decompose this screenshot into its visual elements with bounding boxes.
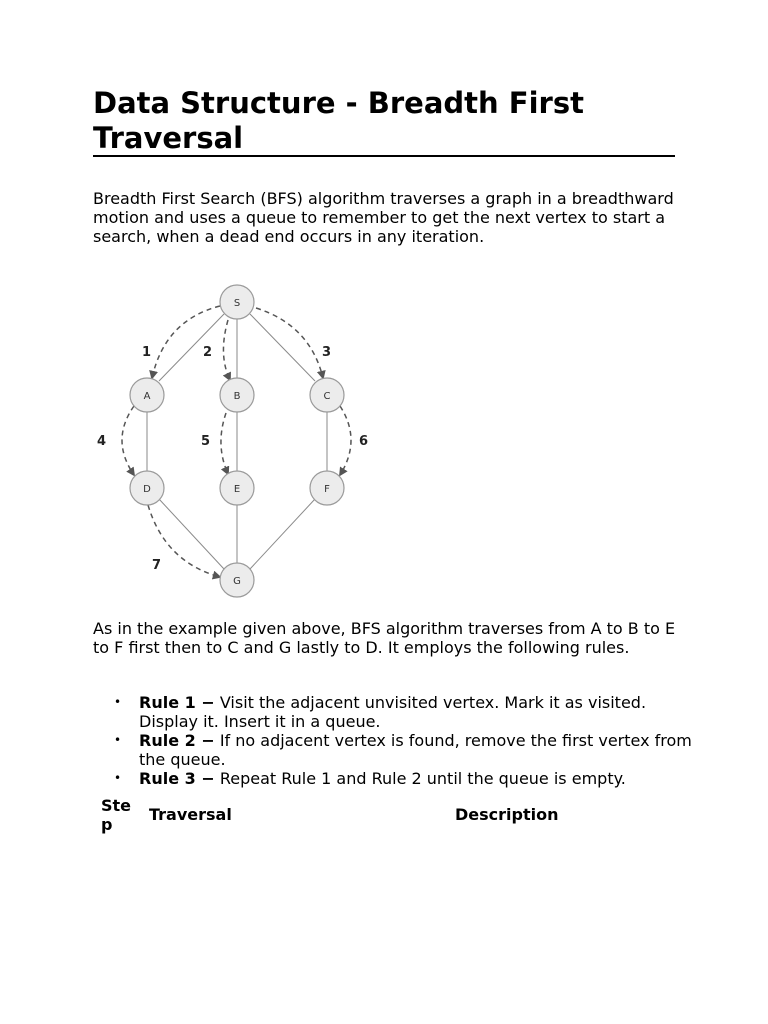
node-label-c: C	[323, 391, 331, 402]
node-label-g: G	[233, 576, 241, 587]
bfs-graph-diagram	[90, 280, 380, 600]
edge-d-g	[159, 499, 224, 569]
step-label-7: 7	[152, 558, 162, 573]
node-label-d: D	[143, 484, 151, 495]
intro-paragraph: Breadth First Search (BFS) algorithm traverses a graph in a breadthward motion and uses a queue to remember to get the next vertex to start a search, when a dead end occurs in any iteration.	[93, 189, 674, 246]
edge-s-c	[250, 314, 315, 381]
list-item	[93, 731, 693, 769]
table-header-description: Description	[455, 805, 559, 824]
explanation-paragraph: As in the example given above, BFS algorithm traverses from A to B to E to F first then to C and G lastly to D. It employs the following rules.	[93, 619, 676, 657]
rule-name: Rule 3 −	[139, 769, 215, 788]
list-item	[93, 693, 693, 731]
table-header-traversal: Traversal	[149, 805, 232, 824]
node-label-b: B	[233, 391, 241, 402]
page-title: Data Structure - Breadth First Traversal	[93, 86, 584, 155]
rules-list	[93, 693, 693, 788]
traversal-arrow-2	[223, 320, 230, 380]
list-item	[93, 769, 693, 788]
rule-name: Rule 1 −	[139, 693, 215, 712]
node-label-f: F	[324, 484, 330, 495]
step-label-4: 4	[97, 434, 107, 449]
rule-text: Visit the adjacent unvisited vertex. Mark it as visited. Display it. Insert it in a queue.	[139, 693, 647, 731]
edge-s-a	[159, 314, 224, 381]
traversal-arrow-4	[122, 406, 134, 475]
traversal-arrow-5	[221, 413, 228, 474]
title-underline	[93, 155, 675, 157]
rule-name: Rule 2 −	[139, 731, 215, 750]
rule-text: If no adjacent vertex is found, remove the first vertex from the queue.	[139, 731, 692, 769]
edge-f-g	[250, 499, 315, 569]
node-label-e: E	[233, 484, 241, 495]
traversal-arrow-1	[152, 306, 220, 378]
node-label-a: A	[143, 391, 151, 402]
node-label-s: S	[233, 298, 241, 309]
step-label-2: 2	[203, 345, 213, 360]
step-label-5: 5	[201, 434, 211, 449]
step-label-3: 3	[322, 345, 332, 360]
traversal-arrow-3	[256, 308, 323, 378]
step-label-6: 6	[359, 434, 369, 449]
traversal-arrow-6	[340, 406, 351, 475]
rule-text: Repeat Rule 1 and Rule 2 until the queue is empty.	[214, 769, 626, 788]
table-header-step: Step	[101, 796, 132, 834]
step-label-1: 1	[142, 345, 152, 360]
